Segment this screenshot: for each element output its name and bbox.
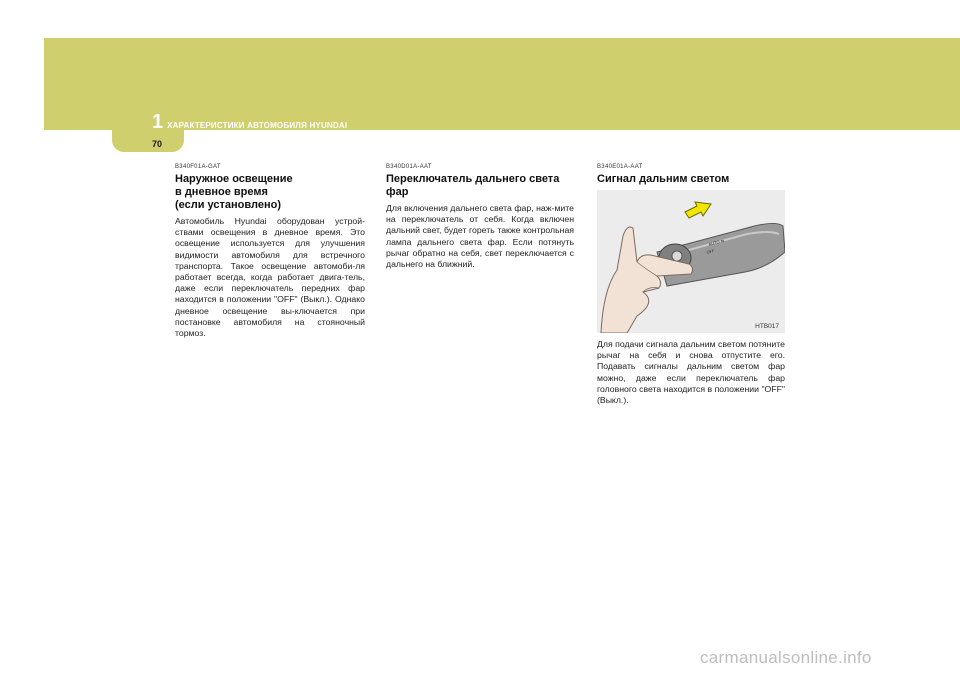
section-body: Для включения дальнего света фар, наж-мите на переключатель от себя. Когда включен дальний свет, будет гореть также контрольная лампа дальнего света фар. Если потянуть рычаг обратно на себя, свет переключается с дальнего на ближний. [386, 203, 574, 270]
svg-text:OFF: OFF [705, 248, 715, 255]
section-code: B340D01A-AAT [386, 164, 432, 170]
section-code: B340E01A-AAT [597, 164, 643, 170]
running-header [152, 111, 347, 134]
section-title: Сигнал дальним светом [597, 173, 730, 185]
svg-text:AUTO ⇆: AUTO ⇆ [707, 238, 725, 247]
chapter-title: ХАРАКТЕРИСТИКИ АВТОМОБИЛЯ HYUNDAI [167, 121, 348, 130]
page-number: 70 [152, 139, 163, 149]
section-body: Для подачи сигнала дальним светом потяните рычаг на себя и снова отпустите его. Подавать сигналы дальним светом фар можно, даже если переключатель фар головного света находится в положении "OFF" (Выкл.). [597, 339, 785, 406]
chapter-number: 1 [152, 111, 164, 133]
section-title: Переключатель дальнего света фар [386, 173, 560, 198]
section-body: Автомобиль Hyundai оборудован устрой-ствами освещения в дневное время. Это освещение используется для улучшения видимости автомобиля для встречного транспорта. Такое освещение автомоби-ля работает всегда, когда работает двига-тель, даже если переключатель передних фар находится в положении "OFF" (Выкл.). Однако дневное освещение вы-ключается при постановке автомобиля на стояночный тормоз. [175, 216, 365, 339]
lever-illustration [597, 190, 785, 333]
section-high-beam-switch [386, 164, 574, 270]
section-daytime-lights [175, 164, 365, 339]
hand-pulling-lever-illustration [597, 190, 785, 333]
figure-label: HTB017 [755, 323, 779, 330]
section-flash-to-pass [597, 164, 785, 406]
section-title: Наружное освещение в дневное время (если установлено) [175, 173, 293, 211]
section-code: B340F01A-GAT [175, 164, 221, 170]
watermark: carmanualsonline.info [700, 648, 872, 667]
